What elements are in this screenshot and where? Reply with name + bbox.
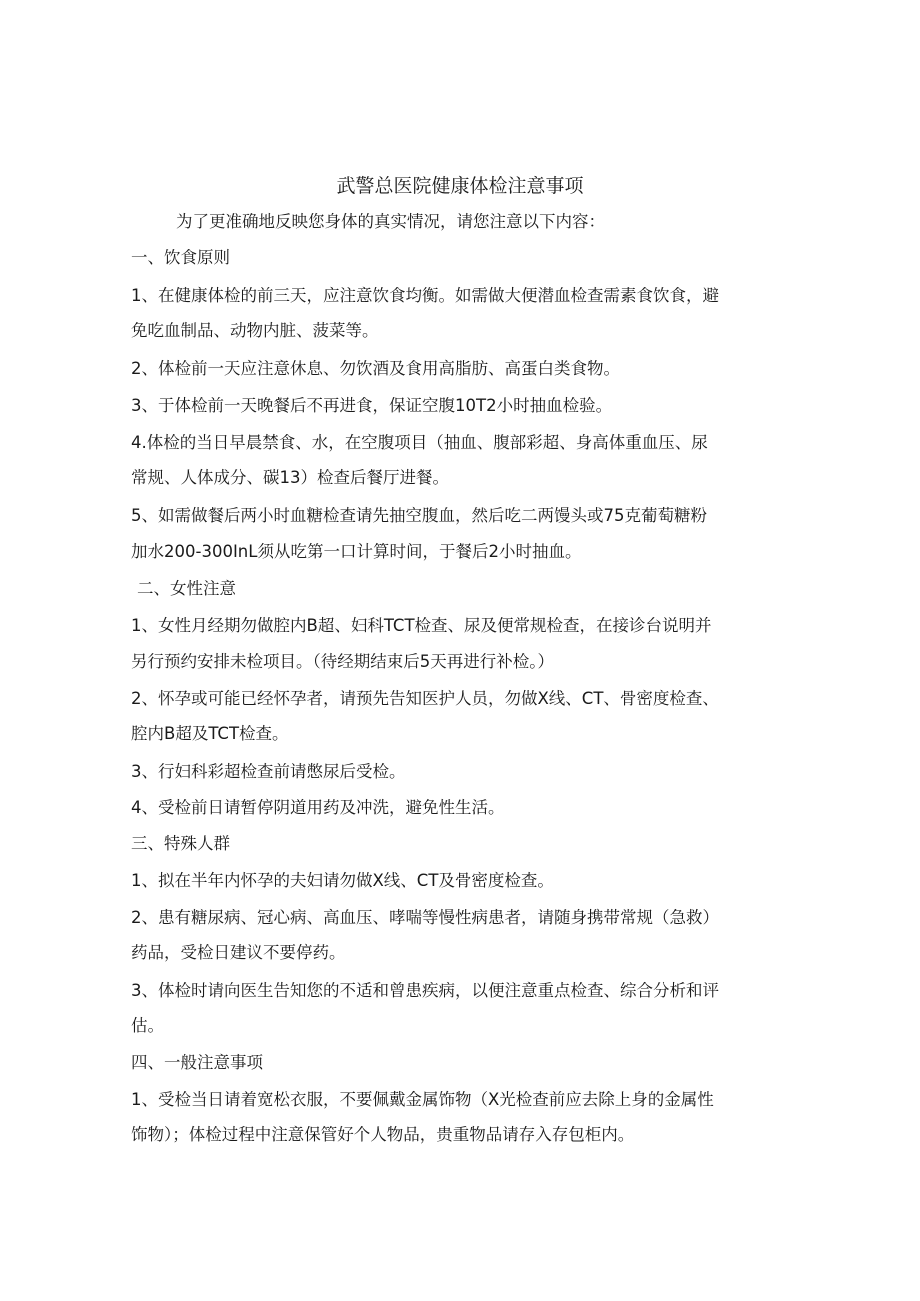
text-line: 4、受检前日请暂停阴道用药及冲洗，避免性生活。 xyxy=(131,798,505,817)
text-line: 2、怀孕或可能已经怀孕者，请预先告知医护人员，勿做X线、CT、骨密度检查、 xyxy=(131,689,719,708)
text-line: 1、拟在半年内怀孕的夫妇请勿做X线、CT及骨密度检查。 xyxy=(131,871,554,890)
document-title: 武警总医院健康体检注意事项 xyxy=(336,175,584,197)
text-line: 3、于体检前一天晚餐后不再进食，保证空腹10T2小时抽血检验。 xyxy=(131,396,613,415)
text-line: 3、体检时请向医生告知您的不适和曾患疾病，以便注意重点检查、综合分析和评 xyxy=(131,981,719,1000)
text-line: 饰物）；体检过程中注意保管好个人物品，贵重物品请存入存包柜内。 xyxy=(131,1125,635,1144)
section-heading-special: 三、特殊人群 xyxy=(131,834,230,853)
text-line: 1、在健康体检的前三天，应注意饮食均衡。如需做大便潜血检查需素食饮食，避 xyxy=(131,286,719,305)
text-line: 4.体检的当日早晨禁食、水，在空腹项目（抽血、腹部彩超、身高体重血压、尿 xyxy=(131,433,708,452)
text-line: 另行预约安排未检项目。（待经期结束后5天再进行补检。） xyxy=(131,652,554,671)
text-line: 腔内B超及TCT检查。 xyxy=(131,724,289,743)
text-line: 药品，受检日建议不要停药。 xyxy=(131,943,346,962)
text-line: 1、受检当日请着宽松衣服，不要佩戴金属饰物（X光检查前应去除上身的金属性 xyxy=(131,1090,714,1109)
text-line: 1、女性月经期勿做腔内B超、妇科TCT检查、尿及便常规检查，在接诊台说明并 xyxy=(131,616,712,635)
section-heading-general: 四、一般注意事项 xyxy=(131,1053,263,1072)
text-line: 5、如需做餐后两小时血糖检查请先抽空腹血，然后吃二两馒头或75克葡萄糖粉 xyxy=(131,506,707,525)
text-line: 常规、人体成分、碳13）检查后餐厅进餐。 xyxy=(131,468,449,487)
intro-line: 为了更准确地反映您身体的真实情况，请您注意以下内容： xyxy=(176,212,605,231)
section-heading-women: 二、女性注意 xyxy=(137,579,236,598)
text-line: 2、体检前一天应注意休息、勿饮酒及食用高脂肪、高蛋白类食物。 xyxy=(131,359,620,378)
text-line: 3、行妇科彩超检查前请憋尿后受检。 xyxy=(131,762,406,781)
text-line: 免吃血制品、动物内脏、菠菜等。 xyxy=(131,321,379,340)
section-heading-diet: 一、饮食原则 xyxy=(131,248,230,267)
text-line: 估。 xyxy=(131,1016,164,1035)
text-line: 2、患有糖尿病、冠心病、高血压、哮喘等慢性病患者，请随身携带常规（急救） xyxy=(131,908,719,927)
text-line: 加水200-300InL须从吃第一口计算时间，于餐后2小时抽血。 xyxy=(131,542,582,561)
